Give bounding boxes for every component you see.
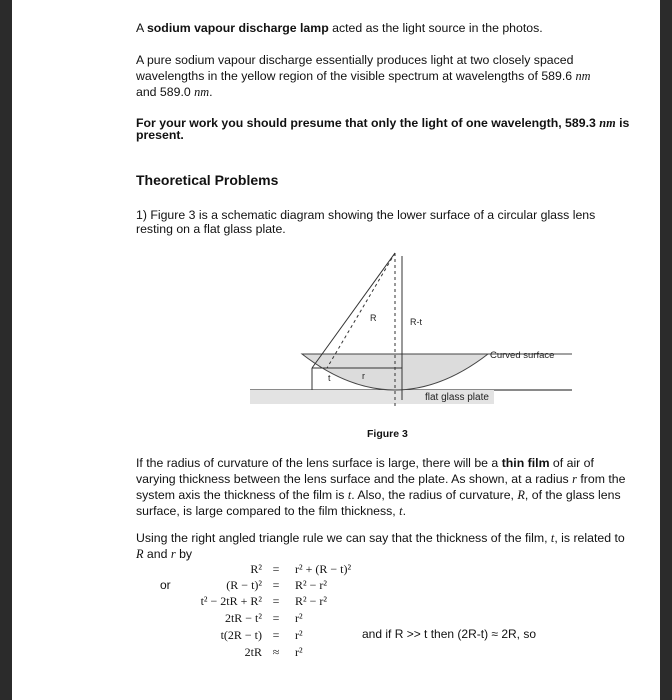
eq1-rhs: r² + (R − t)²	[295, 562, 352, 576]
label-flat-glass-plate: flat glass plate	[425, 392, 489, 403]
tri-text-b: , is related to	[554, 531, 625, 545]
film-text-c: from the system axis the thickness of the film is	[136, 472, 626, 502]
eq3-rel: =	[272, 594, 280, 608]
eq6-rel: ≈	[272, 645, 280, 659]
eq4-rhs: r²	[295, 611, 303, 625]
eq4-rel: =	[272, 611, 280, 625]
or-label: or	[160, 578, 171, 592]
eq1-lhs: R²	[250, 562, 262, 576]
film-var-t2: t	[399, 504, 403, 518]
lens-body	[302, 354, 488, 390]
eq4-lhs: 2tR − t²	[224, 611, 262, 625]
label-t: t	[328, 373, 331, 383]
thin-film-paragraph	[136, 455, 631, 519]
eq5-rhs: r²	[295, 628, 303, 642]
eq6-rhs: r²	[295, 645, 303, 659]
figure-caption: Figure 3	[367, 428, 408, 440]
unit-nm-2: nm	[194, 85, 210, 99]
tri-text-d: by	[175, 547, 193, 561]
lamp-paragraph	[136, 20, 636, 36]
film-var-t: t	[347, 488, 352, 502]
tri-var-t: t	[550, 531, 555, 545]
approximation-note: and if R >> t then (2R-t) ≈ 2R, so	[362, 627, 536, 641]
section-heading: Theoretical Problems	[136, 172, 279, 188]
tri-text-c: and	[143, 547, 171, 561]
wavelength-paragraph	[136, 52, 604, 100]
presume-text: For your work you should presume that only the light of one wavelength, 589.3	[136, 116, 600, 130]
eq3-lhs: t² − 2tR + R²	[200, 594, 262, 608]
eq2-rhs: R² − r²	[295, 578, 327, 592]
lens-diagram	[242, 248, 572, 418]
label-r: r	[362, 371, 365, 381]
film-text-e: , of the glass lens surface, is large compared to the film thickness,	[136, 488, 621, 518]
lamp-suffix: acted as the light source in the photos.	[328, 21, 543, 35]
problem-paragraph: 1) Figure 3 is a schematic diagram showing the lower surface of a circular glass lens resting on a flat glass plate.	[136, 208, 596, 236]
radius-dashed-line	[327, 253, 395, 368]
eq3-rhs: R² − r²	[295, 594, 327, 608]
wavelength-mid: and 589.0	[136, 85, 195, 99]
lamp-bold-term: sodium vapour discharge lamp	[146, 21, 329, 35]
label-R: R	[370, 313, 377, 323]
film-var-R: R	[517, 488, 525, 502]
radius-solid-line	[312, 253, 395, 368]
label-R-minus-t: R-t	[410, 317, 422, 327]
presume-paragraph	[136, 117, 636, 141]
tri-text-a: Using the right angled triangle rule we can say that the thickness of the film,	[136, 531, 551, 545]
film-text-a: If the radius of curvature of the lens surface is large, there will be a	[136, 456, 502, 470]
film-text-d: . Also, the radius of curvature,	[351, 488, 518, 502]
label-curved-surface: Curved surface	[490, 350, 555, 361]
document-page	[12, 0, 660, 700]
eq2-lhs: (R − t)²	[226, 578, 262, 592]
tri-var-r: r	[170, 547, 176, 561]
wavelength-text: A pure sodium vapour discharge essentially produces light at two closely spaced wavelengths in the yellow region of the visible spectrum at wavelengths of 589.6	[136, 53, 576, 83]
eq5-lhs: t(2R − t)	[220, 628, 262, 642]
film-text-b: of air of varying thickness between the lens surface and the plate. As shown, at a radius	[136, 456, 594, 486]
tri-var-R: R	[136, 547, 144, 561]
unit-nm-3: nm	[599, 116, 616, 130]
eq6-lhs: 2tR	[244, 645, 262, 659]
eq2-rel: =	[272, 578, 280, 592]
film-text-f: .	[402, 504, 406, 518]
film-bold-term: thin film	[501, 456, 550, 470]
eq5-rel: =	[272, 628, 280, 642]
eq1-rel: =	[272, 562, 280, 576]
presume-end: is present.	[136, 116, 630, 142]
film-var-r: r	[572, 472, 577, 486]
lamp-prefix: A	[136, 21, 147, 35]
wavelength-end: .	[209, 85, 213, 99]
triangle-paragraph	[136, 530, 631, 562]
unit-nm-1: nm	[575, 69, 591, 83]
